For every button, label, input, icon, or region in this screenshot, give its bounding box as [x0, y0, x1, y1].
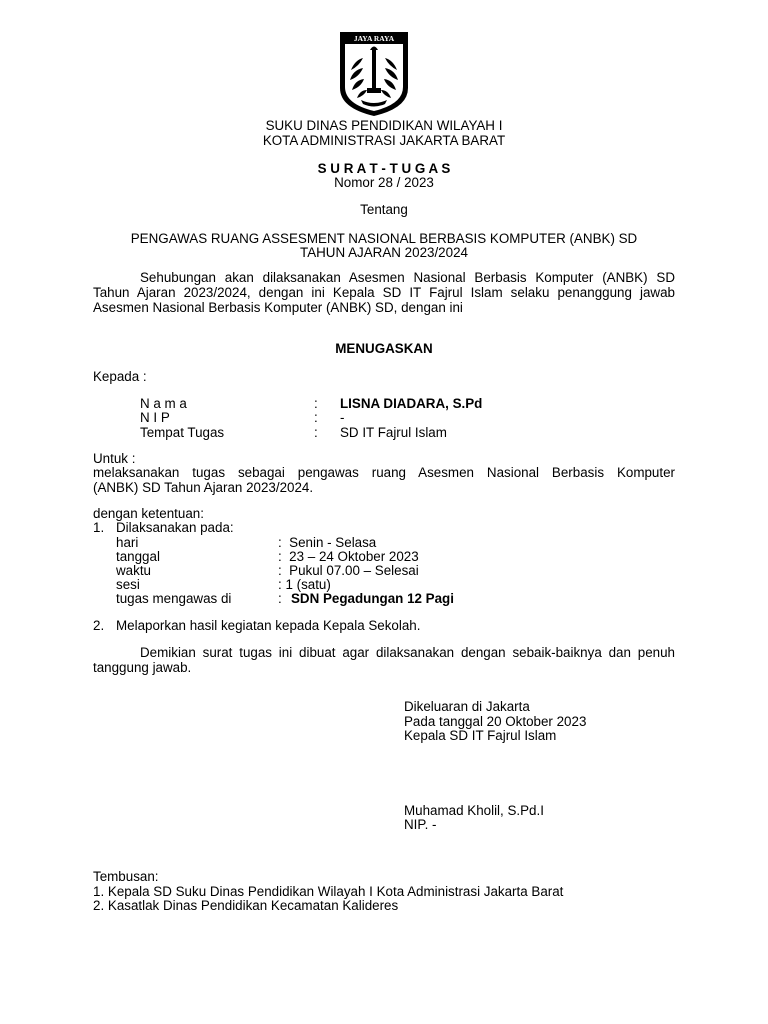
detail-location-sep: : — [278, 591, 282, 606]
recipient-nip-label: N I P — [140, 410, 170, 425]
logo-text: JAYA RAYA — [353, 34, 395, 43]
intro-line1: Sehubungan akan dilaksanakan Asesmen Nasional Berbasis Komputer (ANBK) SD — [140, 270, 675, 285]
signatory-name: Muhamad Kholil, S.Pd.I — [404, 803, 544, 818]
detail-location-label: tugas mengawas di — [116, 591, 232, 606]
jakarta-emblem-logo — [337, 30, 411, 118]
detail-session-label: sesi — [116, 577, 140, 592]
cc-item: 1. Kepala SD Suku Dinas Pendidikan Wilayah I Kota Administrasi Jakarta Barat — [93, 884, 564, 899]
detail-day-label: hari — [116, 535, 139, 550]
detail-location-value: SDN Pegadungan 12 Pagi — [291, 591, 454, 606]
signature-place: Dikeluaran di Jakarta — [404, 699, 530, 714]
closing-line1: Demikian surat tugas ini dibuat agar dilaksanakan dengan sebaik-baiknya dan penuh — [140, 645, 675, 660]
signatory-nip: NIP. - — [404, 817, 437, 832]
recipient-workplace-value: SD IT Fajrul Islam — [340, 425, 447, 440]
provision-item1-number: 1. — [93, 520, 105, 535]
intro-line2: Tahun Ajaran 2023/2024, dengan ini Kepala SD IT Fajrul Islam selaku penanggung jawab — [93, 285, 675, 300]
about-label: Tentang — [360, 202, 408, 217]
recipient-nip-value: - — [340, 410, 345, 425]
intro-line3: Asesmen Nasional Berbasis Komputer (ANBK) SD, dengan ini — [93, 300, 463, 315]
office-name-line1: SUKU DINAS PENDIDIKAN WILAYAH I — [265, 118, 503, 133]
closing-line2: tanggung jawab. — [93, 660, 192, 675]
detail-time-value: : Pukul 07.00 – Selesai — [278, 563, 419, 578]
cc-label: Tembusan: — [93, 869, 159, 884]
to-label: Kepada : — [93, 369, 147, 384]
document-title: S U R A T - T U G A S — [317, 161, 451, 176]
provision-item2-number: 2. — [93, 618, 105, 633]
recipient-name-value: LISNA DIADARA, S.Pd — [340, 396, 483, 411]
purpose-line2: (ANBK) SD Tahun Ajaran 2023/2024. — [93, 480, 314, 495]
provision-item2-text: Melaporkan hasil kegiatan kepada Kepala Sekolah. — [116, 618, 421, 633]
recipient-workplace-sep: : — [314, 425, 318, 440]
assign-heading: MENUGASKAN — [335, 341, 433, 356]
purpose-line1: melaksanakan tugas sebagai pengawas ruang Asesmen Nasional Berbasis Komputer — [93, 465, 675, 480]
detail-session-value: : 1 (satu) — [278, 577, 331, 592]
provisions-label: dengan ketentuan: — [93, 506, 204, 521]
detail-day-value: : Senin - Selasa — [278, 535, 377, 550]
signature-position: Kepala SD IT Fajrul Islam — [404, 728, 557, 743]
signature-date: Pada tanggal 20 Oktober 2023 — [404, 714, 587, 729]
detail-date-value: : 23 – 24 Oktober 2023 — [278, 549, 419, 564]
provision-item1-text: Dilaksanakan pada: — [116, 520, 234, 535]
detail-date-label: tanggal — [116, 549, 160, 564]
document-number: Nomor 28 / 2023 — [334, 175, 434, 190]
purpose-label: Untuk : — [93, 451, 136, 466]
subject-line1: PENGAWAS RUANG ASSESMENT NASIONAL BERBASIS KOMPUTER (ANBK) SD — [130, 231, 638, 246]
detail-time-label: waktu — [116, 563, 151, 578]
recipient-name-label: N a m a — [140, 396, 187, 411]
recipient-name-sep: : — [314, 396, 318, 411]
recipient-workplace-label: Tempat Tugas — [140, 425, 225, 440]
cc-item: 2. Kasatlak Dinas Pendidikan Kecamatan Kalideres — [93, 898, 399, 913]
office-name-line2: KOTA ADMINISTRASI JAKARTA BARAT — [262, 133, 506, 148]
recipient-nip-sep: : — [314, 410, 318, 425]
subject-line2: TAHUN AJARAN 2023/2024 — [300, 245, 468, 260]
